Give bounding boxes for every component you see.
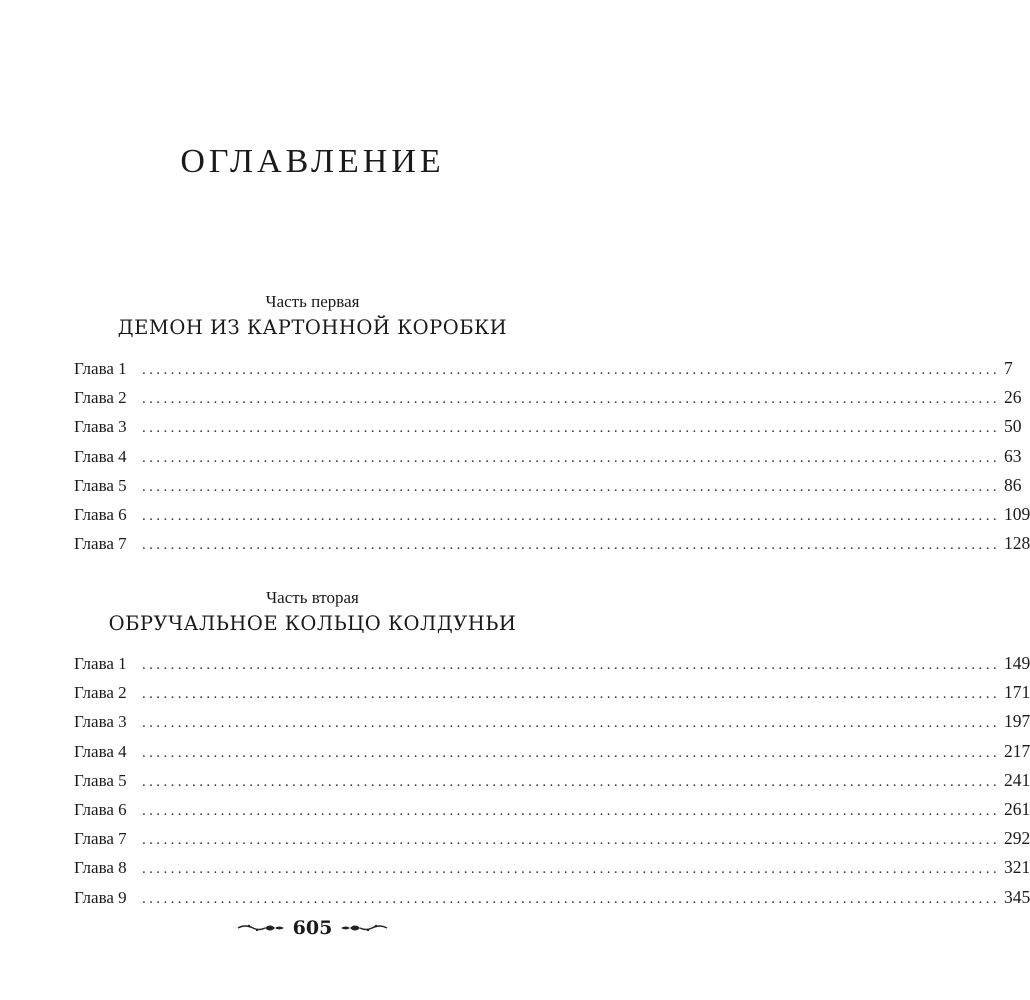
chapter-page: 197 <box>1004 711 1030 732</box>
toc-entry[interactable] <box>74 358 1013 387</box>
chapter-name: Глава 8 <box>74 858 127 878</box>
toc-entry[interactable] <box>74 387 1022 416</box>
dot-leader: ........................................................................................................................ <box>142 890 1000 907</box>
chapter-name: Глава 2 <box>74 683 127 703</box>
chapter-page: 109 <box>1004 503 1030 524</box>
chapter-name: Глава 7 <box>74 534 127 554</box>
chapter-page: 149 <box>1004 653 1030 673</box>
chapter-page: 7 <box>1004 358 1013 378</box>
dot-leader: ........................................................................................................................ <box>142 832 1000 849</box>
chapter-name: Глава 4 <box>74 446 127 466</box>
dot-leader: ........................................................................................................................ <box>142 744 1000 761</box>
chapter-page: 171 <box>1004 682 1030 703</box>
part-2-chapter-list <box>74 653 1030 916</box>
toc-entry[interactable] <box>74 682 1030 711</box>
chapter-name: Глава 9 <box>74 887 127 907</box>
toc-entry[interactable] <box>74 474 1022 504</box>
toc-entry[interactable] <box>74 653 1030 682</box>
toc-entry[interactable] <box>74 503 1030 533</box>
chapter-name: Глава 4 <box>74 741 127 761</box>
dot-leader: ........................................................................................................................ <box>142 362 1000 378</box>
page-number: 605 <box>292 917 333 939</box>
chapter-name: Глава 1 <box>74 359 127 378</box>
dot-leader: ........................................................................................................................ <box>142 802 1000 819</box>
dot-leader: ........................................................................................................................ <box>142 391 1000 408</box>
chapter-name: Глава 3 <box>74 712 127 732</box>
chapter-page: 26 <box>1004 387 1022 408</box>
part-2-label: Часть вторая <box>266 588 359 607</box>
dot-leader: ........................................................................................................................ <box>142 861 1000 878</box>
part-1-label: Часть первая <box>265 292 360 311</box>
dot-leader: ........................................................................................................................ <box>142 478 1000 495</box>
dot-leader: ........................................................................................................................ <box>142 537 1000 554</box>
part-1-chapter-list <box>74 358 1030 562</box>
chapter-name: Глава 6 <box>74 799 127 819</box>
chapter-name: Глава 6 <box>74 504 127 524</box>
flourish-right-icon <box>340 921 388 935</box>
toc-entry[interactable] <box>74 828 1030 857</box>
chapter-page: 63 <box>1004 445 1022 466</box>
chapter-name: Глава 1 <box>74 654 127 673</box>
dot-leader: ........................................................................................................................ <box>142 715 1000 732</box>
dot-leader: ........................................................................................................................ <box>142 686 1000 703</box>
chapter-page: 261 <box>1004 798 1030 819</box>
chapter-page: 50 <box>1004 416 1022 437</box>
toc-entry[interactable] <box>74 769 1030 799</box>
toc-entry[interactable] <box>74 711 1030 740</box>
chapter-page: 345 <box>1004 886 1030 907</box>
toc-entry[interactable] <box>74 533 1030 562</box>
chapter-name: Глава 5 <box>74 770 127 790</box>
chapter-name: Глава 7 <box>74 829 127 849</box>
toc-entry[interactable] <box>74 857 1030 886</box>
part-1-header <box>0 292 625 339</box>
chapter-name: Глава 3 <box>74 417 127 437</box>
chapter-page: 241 <box>1004 769 1030 790</box>
chapter-name: Глава 2 <box>74 388 127 408</box>
part-2-title: ОБРУЧАЛЬНОЕ КОЛЬЦО КОЛДУНЬИ <box>108 612 517 635</box>
toc-entry[interactable] <box>74 886 1030 916</box>
toc-entry[interactable] <box>74 416 1022 445</box>
dot-leader: ........................................................................................................................ <box>142 657 1000 673</box>
toc-entry[interactable] <box>74 798 1030 828</box>
dot-leader: ........................................................................................................................ <box>142 420 1000 437</box>
chapter-page: 292 <box>1004 828 1030 849</box>
dot-leader: ........................................................................................................................ <box>142 507 1000 524</box>
dot-leader: ........................................................................................................................ <box>142 449 1000 466</box>
chapter-name: Глава 5 <box>74 475 127 495</box>
chapter-page: 86 <box>1004 474 1022 495</box>
flourish-left-icon <box>237 921 285 935</box>
chapter-page: 321 <box>1004 857 1030 878</box>
part-1-title: ДЕМОН ИЗ КАРТОННОЙ КОРОБКИ <box>117 316 508 339</box>
dot-leader: ........................................................................................................................ <box>142 773 1000 790</box>
chapter-page: 217 <box>1004 740 1030 761</box>
toc-title: ОГЛАВЛЕНИЕ <box>180 143 445 180</box>
part-2-header <box>0 588 625 635</box>
toc-entry[interactable] <box>74 445 1022 475</box>
page-footer <box>0 917 625 939</box>
toc-entry[interactable] <box>74 740 1030 770</box>
chapter-page: 128 <box>1004 533 1030 554</box>
